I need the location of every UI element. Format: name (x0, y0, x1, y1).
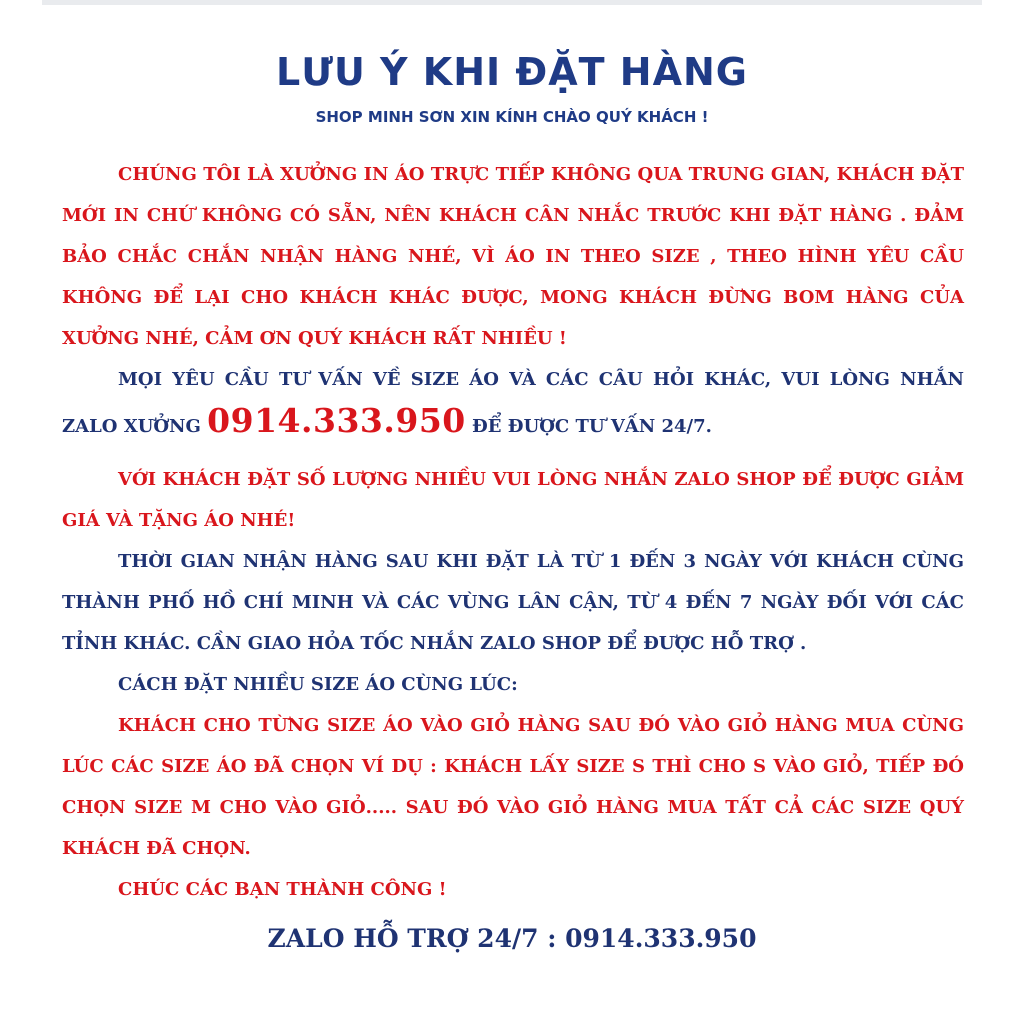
notice-body (62, 154, 964, 910)
consult-text: MỌI YÊU CẦU TƯ VẤN VỀ SIZE ÁO VÀ CÁC CÂU HỎI KHÁC, VUI LÒNG NHẮN ZALO XƯỞNG (62, 369, 964, 437)
intro-paragraph: CHÚNG TÔI LÀ XƯỞNG IN ÁO TRỰC TIẾP KHÔNG QUA TRUNG GIAN, KHÁCH ĐẶT MỚI IN CHỨ KHÔNG CÓ SẴN, NÊN KHÁCH CÂN NHẮC TRƯỚC KHI ĐẶT HÀNG . ĐẢM BẢO CHẮC CHẮN NHẬN HÀNG NHÉ, VÌ ÁO IN THEO SIZE , THEO HÌNH YÊU CẦU KHÔNG ĐỂ LẠI CHO KHÁCH KHÁC ĐƯỢC, MONG KHÁCH ĐỪNG BOM HÀNG CỦA XƯỞNG NHÉ, CẢM ƠN QUÝ KHÁCH RẤT NHIỀU ! (62, 164, 964, 349)
bulk-order-paragraph: VỚI KHÁCH ĐẶT SỐ LƯỢNG NHIỀU VUI LÒNG NHẮN ZALO SHOP ĐỂ ĐƯỢC GIẢM GIÁ VÀ TẶNG ÁO NHÉ! (62, 469, 964, 531)
consult-phone-number: 0914.333.950 (207, 401, 466, 440)
delivery-paragraph: THỜI GIAN NHẬN HÀNG SAU KHI ĐẶT LÀ TỪ 1 ĐẾN 3 NGÀY VỚI KHÁCH CÙNG THÀNH PHỐ HỒ CHÍ MINH VÀ CÁC VÙNG LÂN CẬN, TỪ 4 ĐẾN 7 NGÀY ĐỐI VỚI CÁC TỈNH KHÁC. CẦN GIAO HỎA TỐC NHẮN ZALO SHOP ĐỂ ĐƯỢC HỖ TRỢ . (62, 551, 964, 654)
multi-size-heading: CÁCH ĐẶT NHIỀU SIZE ÁO CÙNG LÚC: (118, 674, 518, 695)
page-subtitle: SHOP MINH SƠN XIN KÍNH CHÀO QUÝ KHÁCH ! (315, 108, 709, 126)
consult-text-end: ĐỂ ĐƯỢC TƯ VẤN 24/7. (472, 416, 712, 437)
consult-paragraph (62, 359, 964, 447)
closing-paragraph: CHÚC CÁC BẠN THÀNH CÔNG ! (118, 879, 447, 900)
multi-size-paragraph: KHÁCH CHO TỪNG SIZE ÁO VÀO GIỎ HÀNG SAU ĐÓ VÀO GIỎ HÀNG MUA CÙNG LÚC CÁC SIZE ÁO ĐÃ CHỌN VÍ DỤ : KHÁCH LẤY SIZE S THÌ CHO S VÀO GIỎ, TIẾP ĐÓ CHỌN SIZE M CHO VÀO GIỎ..... SAU ĐÓ VÀO GIỎ HÀNG MUA TẤT CẢ CÁC SIZE QUÝ KHÁCH ĐÃ CHỌN. (62, 715, 964, 859)
zalo-hotline: ZALO HỖ TRỢ 24/7 : 0914.333.950 (267, 924, 757, 953)
top-divider (42, 0, 982, 5)
page-title: LƯU Ý KHI ĐẶT HÀNG (275, 50, 748, 94)
